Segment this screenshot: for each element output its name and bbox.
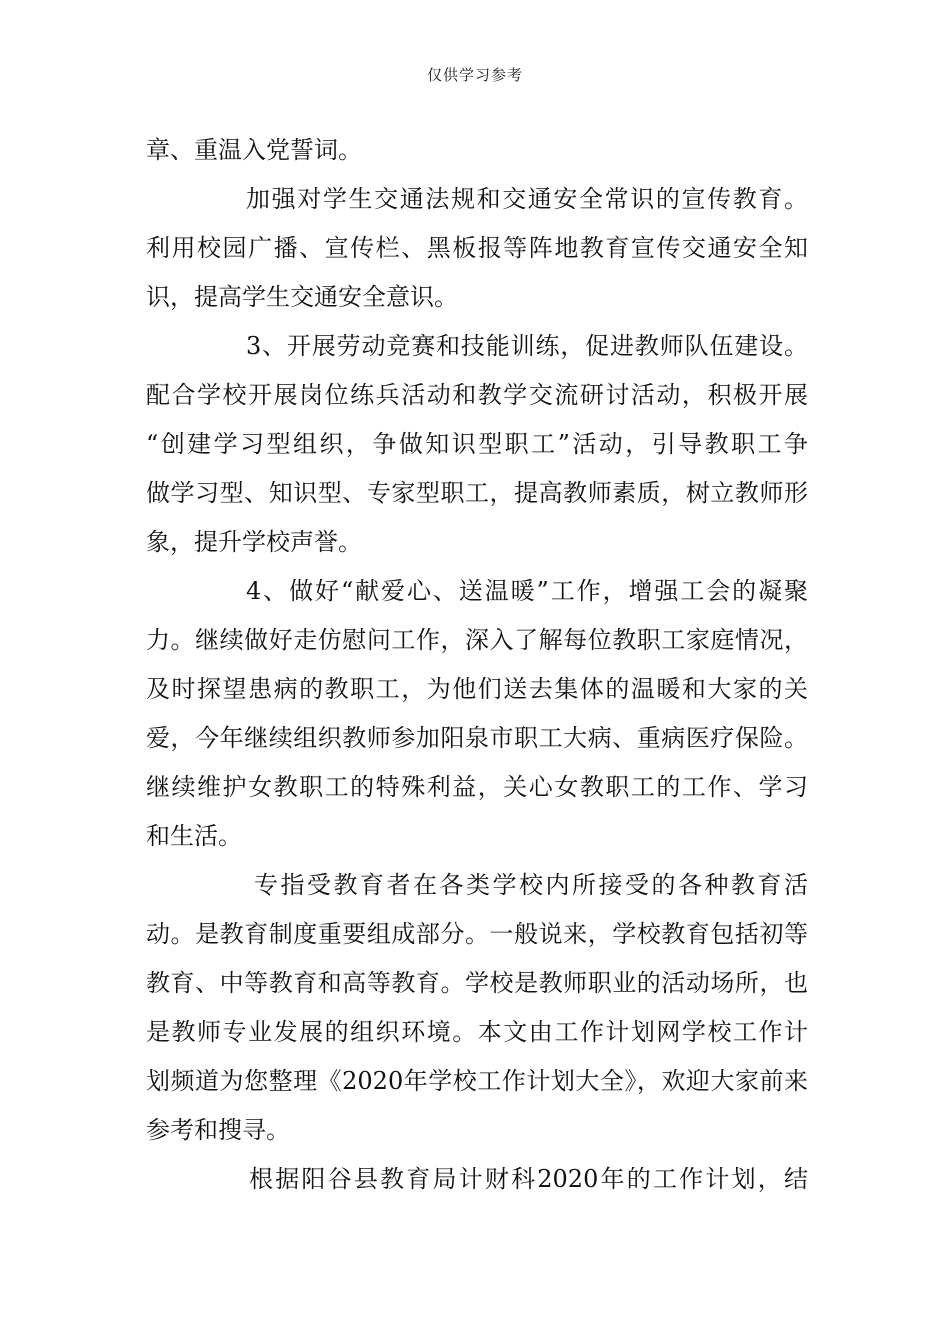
- text-line: 加强对学生交通法规和交通安全常识的宣传教育。: [246, 185, 808, 213]
- text-line: 是教师专业发展的组织环境。本文由工作计划网学校工作计: [146, 1018, 808, 1046]
- text-line: 利用校园广播、宣传栏、黑板报等阵地教育宣传交通安全知: [146, 234, 808, 262]
- text-line: 做学习型、知识型、专家型职工，提高教师素质，树立教师形: [146, 479, 808, 507]
- text-line: 动。是教育制度重要组成部分。一般说来，学校教育包括初等: [146, 920, 808, 948]
- text-line: 划频道为您整理《2020年学校工作计划大全》，欢迎大家前来: [146, 1067, 808, 1095]
- text-line: 力。继续做好走仿慰问工作，深入了解每位教职工家庭情况，: [146, 626, 808, 654]
- text-line: 根据阳谷县教育局计财科2020年的工作计划，结: [249, 1165, 808, 1193]
- text-line: 识，提高学生交通安全意识。: [146, 283, 458, 311]
- text-line: “创建学习型组织，争做知识型职工”活动，引导教职工争: [146, 430, 808, 458]
- text-line: 4、做好“献爱心、送温暖”工作，增强工会的凝聚: [246, 577, 808, 605]
- page-header: 仅供学习参考: [426, 66, 523, 84]
- text-line: 和生活。: [146, 822, 242, 850]
- text-line: 爱，今年继续组织教师参加阳泉市职工大病、重病医疗保险。: [146, 724, 808, 752]
- text-line: 及时探望患病的教职工，为他们送去集体的温暖和大家的关: [146, 675, 808, 703]
- text-line: 3、开展劳动竞赛和技能训练，促进教师队伍建设。: [246, 332, 808, 360]
- text-line: 配合学校开展岗位练兵活动和教学交流研讨活动，积极开展: [146, 381, 808, 409]
- document-body: [146, 126, 808, 1204]
- text-line: 教育、中等教育和高等教育。学校是教师职业的活动场所，也: [146, 969, 808, 997]
- text-line: 专指受教育者在各类学校内所接受的各种教育活: [254, 871, 808, 899]
- text-line: 继续维护女教职工的特殊利益，关心女教职工的工作、学习: [146, 773, 808, 801]
- text-line: 参考和搜寻。: [146, 1116, 290, 1144]
- text-line: 象，提升学校声誉。: [146, 528, 362, 556]
- text-line: 章、重温入党誓词。: [146, 136, 362, 164]
